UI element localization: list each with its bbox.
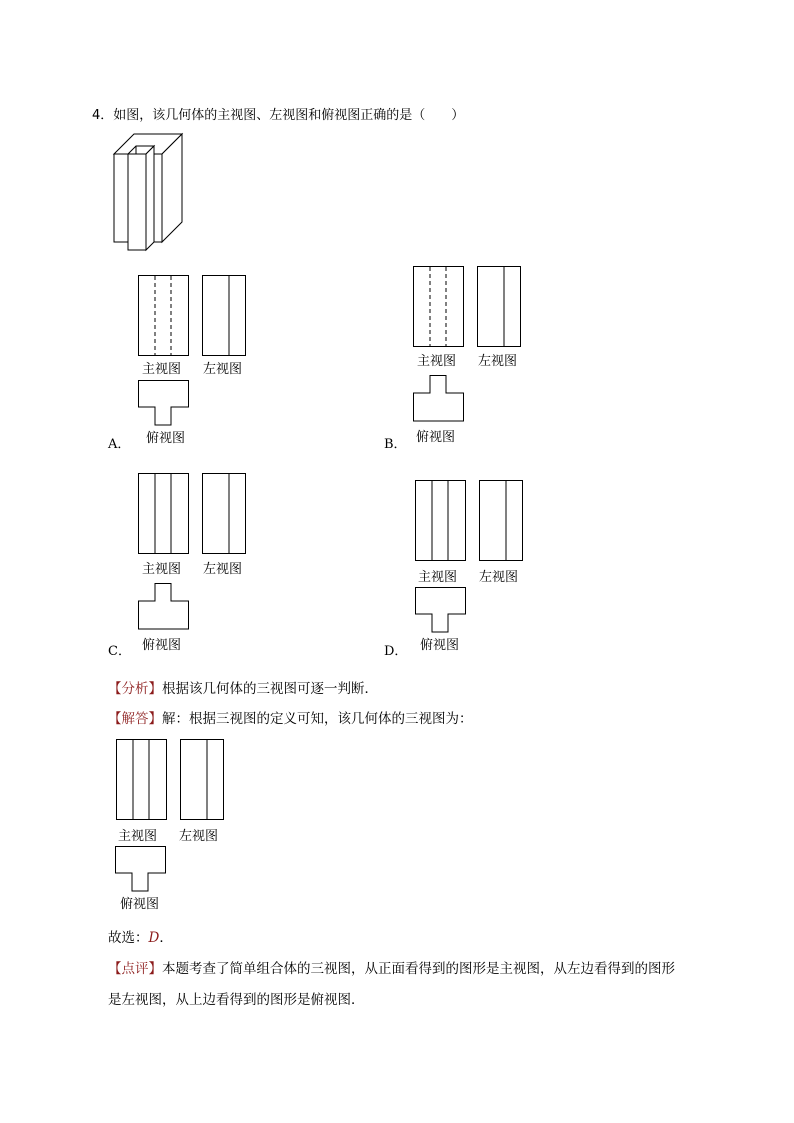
option-a-top-label: 俯视图 [146, 431, 186, 446]
option-a-marker[interactable]: A． [108, 437, 131, 452]
question-text: 如图，该几何体的主视图、左视图和俯视图正确的是（ ） [113, 108, 465, 123]
option-d-front-view [415, 480, 466, 561]
option-b-marker[interactable]: B． [384, 437, 407, 452]
option-a-front-view [138, 275, 189, 356]
option-c-front-label: 主视图 [142, 562, 182, 577]
conclusion-answer: D [148, 930, 160, 946]
option-d-top-label: 俯视图 [420, 638, 460, 653]
solution-front-view [116, 739, 167, 820]
option-b-front-label: 主视图 [417, 354, 457, 369]
solid-figure [108, 128, 188, 248]
question-number: 4． [92, 108, 114, 123]
solution-line [108, 707, 473, 727]
option-a-front-label: 主视图 [142, 362, 182, 377]
option-d-top-view [415, 587, 466, 633]
option-a-left-view [202, 275, 246, 356]
option-b-top-view [413, 375, 464, 422]
option-b-front-view [413, 266, 464, 347]
option-c-left-view [202, 473, 246, 554]
option-b-left-label: 左视图 [478, 354, 518, 369]
solution-top-label: 俯视图 [120, 897, 160, 912]
question-stem [92, 104, 464, 123]
comment-line-1 [108, 957, 675, 977]
option-c-left-label: 左视图 [203, 562, 243, 577]
option-d-left-label: 左视图 [479, 570, 519, 585]
solution-tag: 【解答】 [108, 711, 162, 727]
conclusion-line [108, 926, 173, 946]
analysis-tag: 【分析】 [108, 681, 162, 697]
option-b-top-label: 俯视图 [416, 430, 456, 445]
option-c-front-view [138, 473, 189, 554]
analysis-text: 根据该几何体的三视图可逐一判断． [162, 681, 378, 697]
analysis-line [108, 677, 378, 697]
solution-left-label: 左视图 [179, 829, 219, 844]
option-a-left-label: 左视图 [203, 362, 243, 377]
option-d-front-label: 主视图 [418, 570, 458, 585]
solution-left-view [180, 739, 224, 820]
comment-text-1: 本题考查了简单组合体的三视图，从正面看得到的图形是主视图，从左边看得到的图形 [162, 961, 675, 977]
option-c-marker[interactable]: C． [108, 644, 131, 659]
option-b-left-view [477, 266, 521, 347]
option-d-left-view [479, 480, 523, 561]
option-a-top-view [138, 380, 189, 426]
solution-top-view [115, 846, 166, 892]
comment-line-2: 是左视图，从上边看得到的图形是俯视图． [108, 992, 365, 1008]
conclusion-suffix: ． [159, 930, 173, 946]
solution-front-label: 主视图 [118, 829, 158, 844]
option-d-marker[interactable]: D． [384, 644, 408, 659]
conclusion-prefix: 故选： [108, 930, 149, 946]
option-c-top-label: 俯视图 [142, 638, 182, 653]
option-c-top-view [138, 583, 189, 630]
solution-text: 解：根据三视图的定义可知，该几何体的三视图为： [162, 711, 473, 727]
comment-tag: 【点评】 [108, 961, 162, 977]
